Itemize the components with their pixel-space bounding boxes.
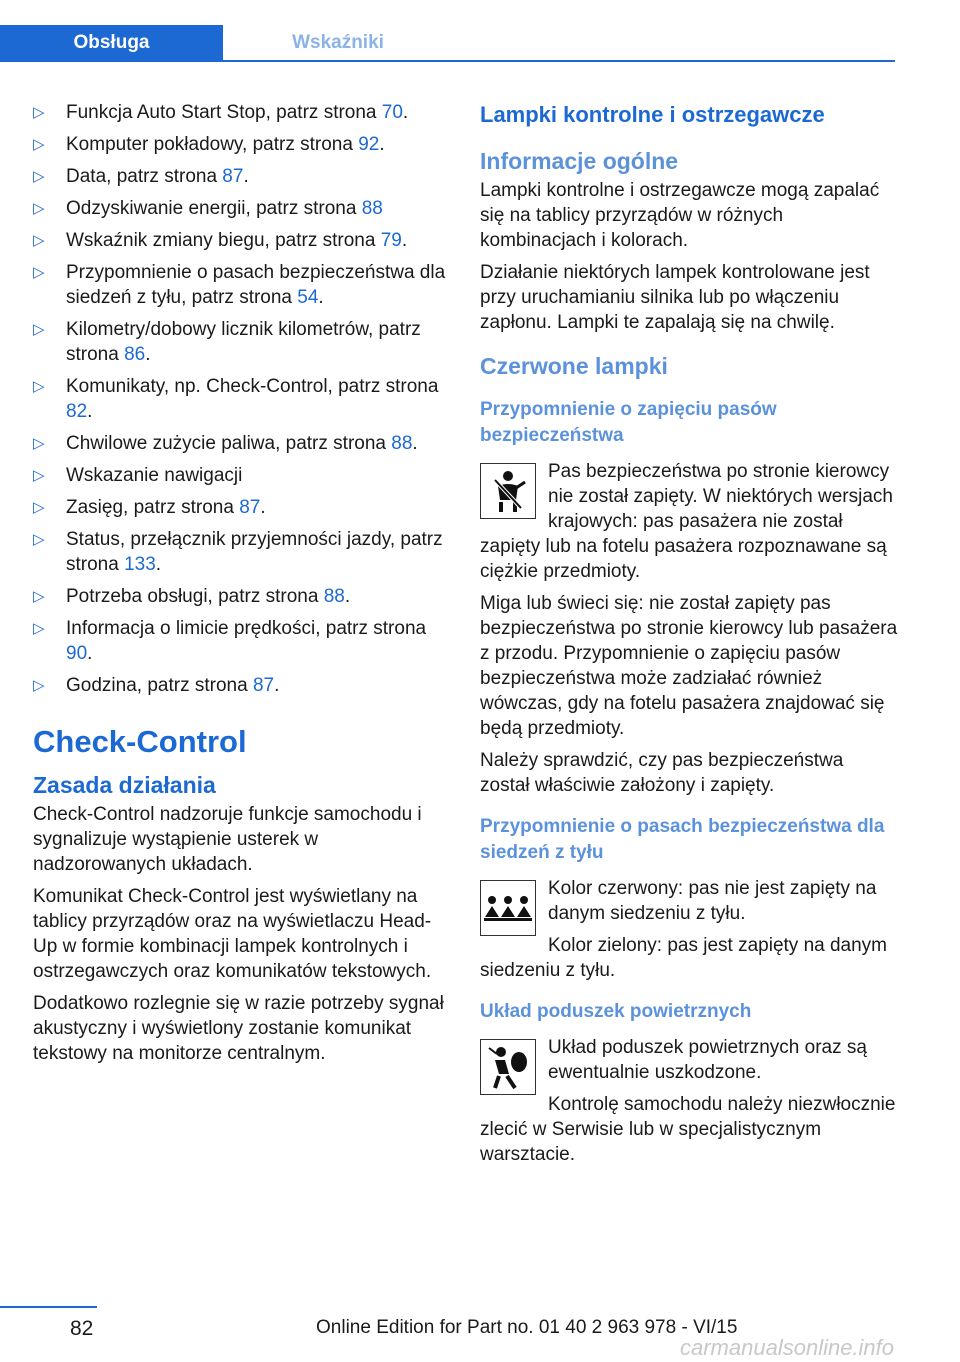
list-item-punct: . <box>87 643 93 664</box>
bullet-triangle-icon: ▷ <box>33 136 45 153</box>
heading-seatbelt-reminder: Przypomnienie o zapięciu pasów bezpieczeństwa <box>480 399 777 446</box>
page-link[interactable]: 90 <box>66 643 88 664</box>
list-item-punct: . <box>274 675 280 696</box>
list-item-text: Data, patrz strona <box>66 166 223 187</box>
list-item <box>33 374 453 424</box>
left-column <box>33 100 453 1073</box>
list-item-text: Godzina, patrz strona <box>66 675 253 696</box>
list-item-punct: . <box>243 166 249 187</box>
paragraph: Kolor czerwony: pas nie jest zapięty na danym siedzeniu z tyłu. <box>548 878 877 924</box>
page-link[interactable]: 87 <box>222 166 244 187</box>
page-link[interactable]: 86 <box>124 344 146 365</box>
section-title-check-control: Check-Control <box>33 724 247 759</box>
bullet-triangle-icon: ▷ <box>33 435 45 452</box>
list-item-punct: . <box>145 344 151 365</box>
subsection-title-principle: Zasada działania <box>33 772 216 798</box>
page-link[interactable]: 70 <box>381 102 403 123</box>
paragraph: Komunikat Check-Control jest wyświetlany na tablicy przyrządów oraz na wyświetlaczu Head-Up w formie kombinacji lampek kontrolnych i ostrzegawczych oraz komunikatów tekstowych. <box>33 886 432 982</box>
bullet-triangle-icon: ▷ <box>33 677 45 694</box>
page-link[interactable]: 92 <box>358 134 380 155</box>
footer-rule <box>0 1306 97 1308</box>
bullet-triangle-icon: ▷ <box>33 104 45 121</box>
page-number: 82 <box>70 1317 94 1340</box>
page-link[interactable]: 88 <box>391 433 413 454</box>
subsection-title-red-lamps: Czerwone lampki <box>480 353 668 379</box>
list-item-text: Odzyskiwanie energii, patrz strona <box>66 198 362 219</box>
list-item-punct: . <box>260 497 266 518</box>
list-item-punct: . <box>318 287 324 308</box>
paragraph: Miga lub świeci się: nie został zapięty pas bezpieczeństwa po stronie kierowcy lub pasażera z przodu. Przypomnienie o zapięciu pasów bezpieczeństwa może zadziałać również wówczas, gdy na fotelu pasażera znajdować się będą przedmioty. <box>480 593 898 739</box>
list-item-text: Wskaźnik zmiany biegu, patrz strona <box>66 230 381 251</box>
bullet-triangle-icon: ▷ <box>33 620 45 637</box>
header-rule <box>0 60 895 62</box>
list-item <box>33 584 453 609</box>
list-item-text: Zasięg, patrz strona <box>66 497 240 518</box>
page-link[interactable]: 54 <box>297 287 319 308</box>
list-item-punct: . <box>402 102 409 123</box>
paragraph: Należy sprawdzić, czy pas bezpieczeństwa został właściwie założony i zapięty. <box>480 750 844 796</box>
tab-wskazniki[interactable]: Wskaźniki <box>292 32 384 53</box>
page-link[interactable]: 88 <box>361 198 383 219</box>
list-item-punct: . <box>379 134 385 155</box>
bullet-triangle-icon: ▷ <box>33 200 45 217</box>
page-link[interactable]: 79 <box>380 230 402 251</box>
list-item-text: Przypomnienie o pasach bezpieczeństwa dla siedzeń z tyłu, patrz strona <box>66 262 446 308</box>
bullet-triangle-icon: ▷ <box>33 232 45 249</box>
list-item-punct: . <box>412 433 418 454</box>
list-item-text: Komunikaty, np. Check-Control, patrz strona <box>66 376 439 397</box>
list-item <box>33 196 453 221</box>
page-link[interactable]: 82 <box>66 401 88 422</box>
subsection-title-general: Informacje ogólne <box>480 148 679 174</box>
page-link[interactable]: 133 <box>124 554 156 575</box>
right-column <box>480 100 898 1174</box>
list-item-text: Potrzeba obsługi, patrz strona <box>66 586 324 607</box>
list-item-text: Kilometry/dobowy licznik kilometrów, patrz strona <box>66 319 421 365</box>
tab-obsluga[interactable]: Obsługa <box>0 25 223 60</box>
airbag-warning-icon <box>480 1039 536 1095</box>
list-item <box>33 463 453 488</box>
list-item-text: Komputer pokładowy, patrz strona <box>66 134 359 155</box>
list-item <box>33 100 453 125</box>
list-item <box>33 527 453 577</box>
paragraph: Kolor zielony: pas jest zapięty na danym siedzeniu z tyłu. <box>480 935 888 981</box>
list-item-punct: . <box>401 230 408 251</box>
list-item-punct: . <box>344 586 351 607</box>
paragraph: Układ poduszek powietrznych oraz są ewentualnie uszkodzone. <box>548 1037 867 1083</box>
paragraph: Pas bezpieczeństwa po stronie kierowcy nie został zapięty. W niektórych wersjach krajowych: pas pasażera nie został zapięty lub na fotelu pasażera rozpoznawane są ciężkie przedmioty. <box>480 461 893 582</box>
list-item-punct: . <box>155 554 162 575</box>
list-item <box>33 673 453 698</box>
bullet-triangle-icon: ▷ <box>33 264 45 281</box>
paragraph: Lampki kontrolne i ostrzegawcze mogą zapalać się na tablicy przyrządów w różnych kombinacjach i kolorach. <box>480 180 880 251</box>
seatbelt-warning-icon <box>480 463 536 519</box>
paragraph: Działanie niektórych lampek kontrolowane jest przy uruchamianiu silnika lub po włączeniu zapłonu. Lampki te zapalają się na chwilę. <box>480 262 870 333</box>
list-item <box>33 431 453 456</box>
list-item-text: Informacja o limicie prędkości, patrz strona <box>66 618 427 639</box>
paragraph: Check-Control nadzoruje funkcje samochodu i sygnalizuje wystąpienie usterek w nadzorowanych układach. <box>33 804 422 875</box>
bullet-triangle-icon: ▷ <box>33 378 45 395</box>
heading-airbag: Układ poduszek powietrznych <box>480 1001 752 1022</box>
list-item-text: Funkcja Auto Start Stop, patrz strona <box>66 102 382 123</box>
page-link[interactable]: 87 <box>239 497 261 518</box>
list-item <box>33 495 453 520</box>
list-item-punct: . <box>87 401 93 422</box>
list-item <box>33 317 453 367</box>
list-item-text: Chwilowe zużycie paliwa, patrz strona <box>66 433 392 454</box>
bullet-triangle-icon: ▷ <box>33 588 45 605</box>
list-item-text: Status, przełącznik przyjemności jazdy, patrz strona <box>66 529 443 575</box>
header-tabs <box>0 25 453 60</box>
watermark: carmanualsonline.info <box>680 1335 895 1360</box>
list-item-text: Wskazanie nawigacji <box>66 465 243 486</box>
bullet-triangle-icon: ▷ <box>33 531 45 548</box>
bullet-triangle-icon: ▷ <box>33 499 45 516</box>
list-item <box>33 228 453 253</box>
list-item <box>33 616 453 666</box>
page-link[interactable]: 87 <box>252 675 275 696</box>
section-title-lamps: Lampki kontrolne i ostrzegawcze <box>480 102 825 127</box>
rear-seatbelt-icon <box>480 880 536 936</box>
bullet-triangle-icon: ▷ <box>33 168 45 185</box>
indicator-list <box>33 100 453 698</box>
list-item <box>33 132 453 157</box>
paragraph: Dodatkowo rozlegnie się w razie potrzeby sygnał akustyczny i wyświetlony zostanie komunikat tekstowy na monitorze centralnym. <box>33 993 444 1064</box>
page-link[interactable]: 88 <box>323 586 345 607</box>
list-item <box>33 260 453 310</box>
bullet-triangle-icon: ▷ <box>33 321 45 338</box>
list-item <box>33 164 453 189</box>
footer-edition: Online Edition for Part no. 01 40 2 963 978 - VI/15 <box>316 1317 738 1338</box>
heading-rear-seatbelt: Przypomnienie o pasach bezpieczeństwa dla siedzeń z tyłu <box>480 816 885 863</box>
bullet-triangle-icon: ▷ <box>33 467 45 484</box>
paragraph: Kontrolę samochodu należy niezwłocznie zlecić w Serwisie lub w specjalistycznym warsztacie. <box>480 1094 896 1165</box>
